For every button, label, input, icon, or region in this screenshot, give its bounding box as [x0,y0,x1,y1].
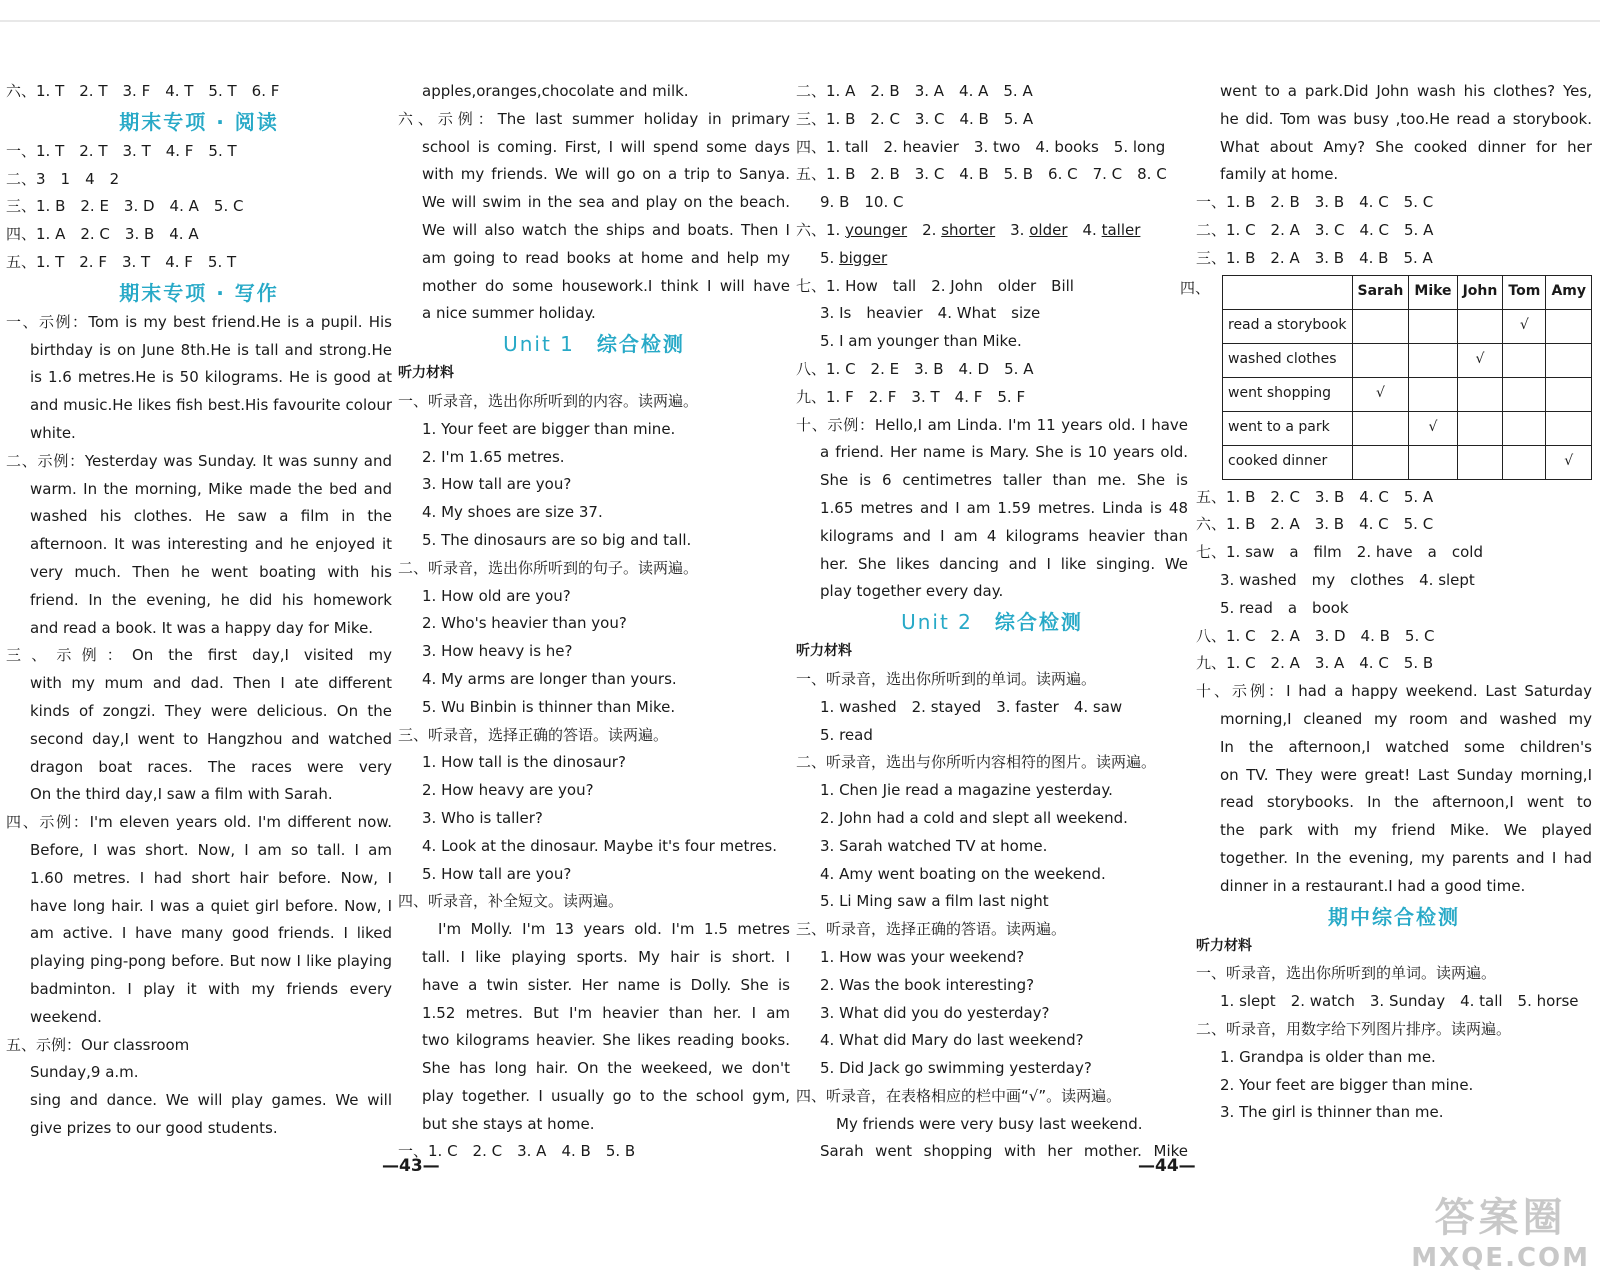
text-line: What about Amy? She cooked dinner for her [1220,137,1592,156]
text-line: am going to read books at home and help my [422,248,790,267]
text-line: 3. Sarah watched TV at home. [820,836,1048,855]
table-cell [1546,377,1592,411]
text-line: a nice summer holiday. [422,304,596,323]
text-line: 1. How tall is the dinosaur? [422,753,626,772]
table-header-cell: John [1457,275,1503,309]
text-line: 5. read a book [1220,598,1349,617]
text-line: 五、1. B 2. C 3. B 4. C 5. A [1196,487,1434,506]
table-cell [1503,343,1546,377]
text-line: 2. John had a cold and slept all weekend. [820,808,1128,827]
text-line: I'm Molly. I'm 13 years old. I'm 1.5 metres [438,920,790,939]
unit-title [398,329,790,359]
text-line: 5. I am younger than Mike. [820,332,1022,351]
text-line: is 1.6 metres.He is 50 kilograms. He is good at [30,368,392,387]
text-line: We will swim in the sea and play on the beach. [422,193,790,212]
underlined-answer: older [1029,220,1068,239]
table-number: 四、 [1180,278,1211,297]
listening-material-label: 听力材料 [398,365,454,382]
text-line: 十、示例：Hello,I am Linda. I'm 11 years old. I have [796,415,1188,434]
underlined-answer: younger [845,220,908,239]
text-line: two kilograms heavier. She likes reading books. [422,1031,790,1050]
table-header-cell: Tom [1503,275,1546,309]
text-line: Sarah went shopping with her mother. Mike [820,1142,1188,1161]
text-line: 五、1. T 2. F 3. T 4. F 5. T [6,252,237,271]
text-line: 2. Your feet are bigger than mine. [1220,1075,1474,1094]
text-line: Before, I was short. Now, I am so tall. I am [30,840,392,859]
text-line: 六、1. B 2. A 3. B 4. C 5. C [1196,515,1434,534]
text-line: 5. Li Ming saw a film last night [820,892,1049,911]
text-span: 六、1. [796,220,846,239]
text-line: give prizes to our good students. [30,1118,278,1137]
text-line: a friend. Her name is Mary. She is 10 years old. [820,443,1188,462]
text-span: 3. [995,220,1030,239]
text-line: 三、示例：On the first day,I visited my [6,646,392,665]
text-line: 七、1. How tall 2. John older Bill [796,276,1074,295]
page-number-left: —43— [382,1156,440,1176]
text-line: 一、1. C 2. C 3. A 4. B 5. B [398,1142,636,1161]
text-line: dragon boat races. The races were very [30,757,392,776]
text-line: 5. read [820,725,873,744]
table-cell [1352,343,1409,377]
text-line: her. She likes dancing and I like singing. We [820,554,1188,573]
check-mark-cell: √ [1352,377,1409,411]
text-line: 5. How tall are you? [422,864,572,883]
column-4-top [1196,78,1592,273]
text-line: She is 6 centimetres taller than me. She is [820,471,1188,490]
text-line: apples,oranges,chocolate and milk. [422,82,689,100]
text-line: 1. Your feet are bigger than mine. [422,419,676,438]
text-line: 三、听录音，选择正确的答语。读两遍。 [398,725,669,744]
answer-line [796,245,1188,273]
text-line: mother do some housework.I think I will have [422,276,790,295]
text-line: 1. slept 2. watch 3. Sunday 4. tall 5. horse [1220,992,1579,1011]
text-line: birthday is on June 8th.He is tall and strong.He [30,340,392,359]
text-line: Sunday,9 a.m. [30,1063,139,1082]
unit-number: Unit 1 [503,332,575,357]
text-line: 3. The girl is thinner than me. [1220,1103,1444,1122]
text-line: 2. Was the book interesting? [820,975,1035,994]
text-line: 9. B 10. C [820,193,904,212]
answer-line [796,217,1188,245]
text-line: In the afternoon,I watched some children's [1220,737,1592,756]
text-line: dinner in a restaurant.I had a good time. [1220,876,1526,895]
text-line: afternoon. It was interesting and he enjoyed it [30,535,392,554]
table-cell [1503,411,1546,445]
text-line: am active. I have many good friends. I liked [30,924,392,943]
text-line: but she stays at home. [422,1114,595,1133]
text-line: 4. Amy went boating on the weekend. [820,864,1106,883]
text-line: play together every day. [820,582,1004,601]
text-line: On the third day,I saw a film with Sarah. [30,785,333,804]
text-line: 2. I'm 1.65 metres. [422,447,565,466]
text-line: friend. In the evening, he did his homework [30,590,392,609]
text-line: 十、示例：I had a happy weekend. Last Saturday [1196,682,1592,701]
text-line: kinds of zongzi. They were delicious. On the [30,701,392,720]
table-cell [1457,309,1503,343]
text-line: 1.52 metres. But I'm heavier than her. I am [422,1003,790,1022]
check-mark-cell: √ [1503,309,1546,343]
listening-material-label: 听力材料 [796,643,852,660]
text-line: 3. How heavy is he? [422,642,573,661]
table-cell [1546,343,1592,377]
text-span: 4. [1067,220,1102,239]
text-line: 四、示例：I'm eleven years old. I'm different now. [6,813,392,832]
text-line: washed his clothes. He saw a film in the [30,507,392,526]
text-line: 八、1. C 2. E 3. B 4. D 5. A [796,359,1034,378]
text-line: weekend. [30,1007,102,1026]
table-row [1223,445,1592,479]
column-1 [6,78,392,1143]
text-line: 二、1. A 2. B 3. A 4. A 5. A [796,82,1033,100]
page-number-right: —44— [1138,1156,1196,1176]
text-line: kilograms and I am 4 kilograms heavier than [820,526,1188,545]
column-4 [1180,78,1592,1127]
text-line: 三、1. B 2. C 3. C 4. B 5. A [796,109,1034,128]
table-row-label: went shopping [1223,377,1353,411]
text-line: 二、听录音，选出与你所听内容相符的图片。读两遍。 [796,753,1157,772]
text-line: and music.He likes fish best.His favourite colour [30,396,392,415]
text-line: 三、听录音，选择正确的答语。读两遍。 [796,920,1067,939]
column-3 [796,78,1188,1166]
text-line: white. [30,423,76,442]
text-line: 二、1. C 2. A 3. C 4. C 5. A [1196,220,1434,239]
check-mark-cell: √ [1457,343,1503,377]
section-title: 期末专项 · 阅读 [119,109,279,134]
text-line: 3. What did you do yesterday? [820,1003,1050,1022]
table-row-label: read a storybook [1223,309,1353,343]
unit-number: Unit 2 [901,610,973,635]
top-edge [0,20,1600,22]
text-line: 5. Did Jack go swimming yesterday? [820,1059,1092,1078]
text-line: 3. Is heavier 4. What size [820,304,1041,323]
section-title: 期中综合检测 [1328,904,1460,929]
text-line: 二、听录音，用数字给下列图片排序。读两遍。 [1196,1019,1512,1038]
text-line: morning,I cleaned my room and washed my [1220,709,1592,728]
text-line: 4. My arms are longer than yours. [422,669,677,688]
table-cell [1409,377,1457,411]
text-line: 1. Chen Jie read a magazine yesterday. [820,781,1113,800]
table-cell [1409,309,1457,343]
text-line: and read a book. It was a happy day for Mike. [30,618,374,637]
text-line: with my friends. We will go on a trip to Sanya. [422,165,790,184]
text-line: My friends were very busy last weekend. [836,1114,1143,1133]
text-line: 一、听录音，选出你所听到的单词。读两遍。 [1196,964,1497,983]
text-line: 九、1. F 2. F 3. T 4. F 5. F [796,387,1026,406]
text-line: 五、1. B 2. B 3. C 4. B 5. B 6. C 7. C 8. C [796,165,1167,184]
underlined-answer: shorter [941,220,996,239]
text-line: 1. How old are you? [422,586,571,605]
text-line: 六、1. T 2. T 3. F 4. T 5. T 6. F [6,82,280,100]
table-cell [1546,411,1592,445]
text-line: 八、1. C 2. A 3. D 4. B 5. C [1196,626,1435,645]
table-header-row [1223,275,1592,309]
text-line: 九、1. C 2. A 3. A 4. C 5. B [1196,654,1434,673]
text-line: 一、听录音，选出你所听到的单词。读两遍。 [796,669,1097,688]
text-line: 三、1. B 2. E 3. D 4. A 5. C [6,197,244,216]
text-line: 一、听录音，选出你所听到的内容。读两遍。 [398,391,699,410]
text-span: 5. [820,248,840,267]
section-title: 期末专项 · 写作 [119,280,279,305]
text-line: 3. washed my clothes 4. slept [1220,570,1475,589]
text-line: the park with my friend Mike. We played [1220,821,1592,840]
text-line: 4. Look at the dinosaur. Maybe it's four metres. [422,836,777,855]
listening-material-label: 听力材料 [1196,937,1252,954]
checklist-table [1222,275,1592,480]
table-cell [1503,377,1546,411]
text-line: 二、示例：Yesterday was Sunday. It was sunny and [6,451,392,470]
text-line: 一、1. B 2. B 3. B 4. C 5. C [1196,193,1434,212]
text-line: 五、示例：Our classroom [6,1035,190,1054]
table-cell [1457,445,1503,479]
text-line: playing ping-pong before. But now I like playing [30,952,392,971]
text-line: We will also watch the ships and boats. Then I [422,220,790,239]
table-row-label: washed clothes [1223,343,1353,377]
text-line: 3. Who is taller? [422,808,543,827]
table-row [1223,411,1592,445]
table-row-label: cooked dinner [1223,445,1353,479]
text-line: he did. Tom was busy ,too.He read a storybook. [1220,109,1592,128]
text-line: on TV. They were great! Last Sunday morning,I [1220,765,1592,784]
table-header-cell: Amy [1546,275,1592,309]
table-cell [1352,445,1409,479]
unit-test-label: 综合检测 [596,332,685,357]
text-line: 二、3 1 4 2 [6,169,120,188]
text-line: 3. How tall are you? [422,475,572,494]
underlined-answer: taller [1101,220,1141,239]
table-cell [1352,309,1409,343]
text-line: 1. Grandpa is older than me. [1220,1047,1436,1066]
text-line: play together. I usually go to the school gym, [422,1086,790,1105]
table-corner [1223,275,1353,309]
text-line: have a twin sister. Her name is Dolly. She is [422,975,790,994]
text-line: 六、示例：The last summer holiday in primary [398,109,790,128]
text-line: 1.60 metres. I had short hair before. Now, I [30,868,392,887]
column-4-bottom [1196,484,1592,1128]
text-line: sing and dance. We will play games. We will [30,1091,392,1110]
text-line: 四、听录音，补全短文。读两遍。 [398,892,624,911]
table-row [1223,343,1592,377]
table-row-label: went to a park [1223,411,1353,445]
check-mark-cell: √ [1409,411,1457,445]
text-line: 2. Who's heavier than you? [422,614,627,633]
watermark-top: 答案圈 [1434,1195,1567,1241]
text-line: 七、1. saw a film 2. have a cold [1196,543,1483,562]
text-line: 5. The dinosaurs are so big and tall. [422,530,692,549]
text-line: family at home. [1220,165,1339,184]
text-line: warm. In the morning, Mike made the bed and [30,479,392,498]
unit-title [796,607,1188,637]
underlined-answer: bigger [839,248,888,267]
text-line: have long hair. I was a quiet girl before. Now, I [30,896,392,915]
text-span: 2. [907,220,942,239]
text-line: read storybooks. In the afternoon,I went to [1220,793,1592,812]
text-line: went to a park.Did John wash his clothes? Yes, [1220,82,1592,100]
text-line: 四、听录音，在表格相应的栏中画“√”。读两遍。 [796,1086,1122,1105]
text-line: 4. My shoes are size 37. [422,503,603,522]
table-header-cell: Sarah [1352,275,1409,309]
text-line: together. In the evening, my parents and I had [1220,848,1592,867]
unit-test-label: 综合检测 [994,610,1083,635]
text-line: 二、听录音，选出你所听到的句子。读两遍。 [398,558,699,577]
text-line: 四、1. A 2. C 3. B 4. A [6,225,199,244]
table-cell [1503,445,1546,479]
text-line: 四、1. tall 2. heavier 3. two 4. books 5. long [796,137,1166,156]
table-cell [1546,309,1592,343]
text-line: 5. Wu Binbin is thinner than Mike. [422,697,676,716]
text-line: 1. How was your weekend? [820,947,1025,966]
table-row [1223,309,1592,343]
text-line: 1. washed 2. stayed 3. faster 4. saw [820,697,1123,716]
text-line: badminton. I play it with my friends every [30,979,392,998]
table-cell [1409,445,1457,479]
table-cell [1457,411,1503,445]
text-line: with my mum and dad. Then I ate different [30,674,392,693]
checklist-table-block [1180,275,1592,480]
table-header-cell: Mike [1409,275,1457,309]
text-line: tall. I like playing sports. My hair is short. I [422,947,790,966]
text-line: 1.65 metres and I am 1.59 metres. Linda is 48 [820,498,1188,517]
text-line: 4. What did Mary do last weekend? [820,1031,1084,1050]
table-cell [1352,411,1409,445]
watermark-bottom: MXQE.COM [1411,1243,1590,1273]
text-line: She has long hair. On the weekeed, we don't [422,1059,790,1078]
watermark-logo [1411,1186,1590,1273]
text-line: very much. Then he went boating with his [30,562,392,581]
table-cell [1409,343,1457,377]
table-cell [1457,377,1503,411]
text-line: second day,I went to Hangzhou and watched [30,729,392,748]
text-line: 2. How heavy are you? [422,781,594,800]
column-2 [398,78,790,1166]
table-row [1223,377,1592,411]
text-line: 三、1. B 2. A 3. B 4. B 5. A [1196,248,1433,267]
check-mark-cell: √ [1546,445,1592,479]
text-line: 一、1. T 2. T 3. T 4. F 5. T [6,141,237,160]
text-line: school is coming. First, I will spend some days [422,137,790,156]
text-line: 一、示例：Tom is my best friend.He is a pupil. His [6,312,392,331]
